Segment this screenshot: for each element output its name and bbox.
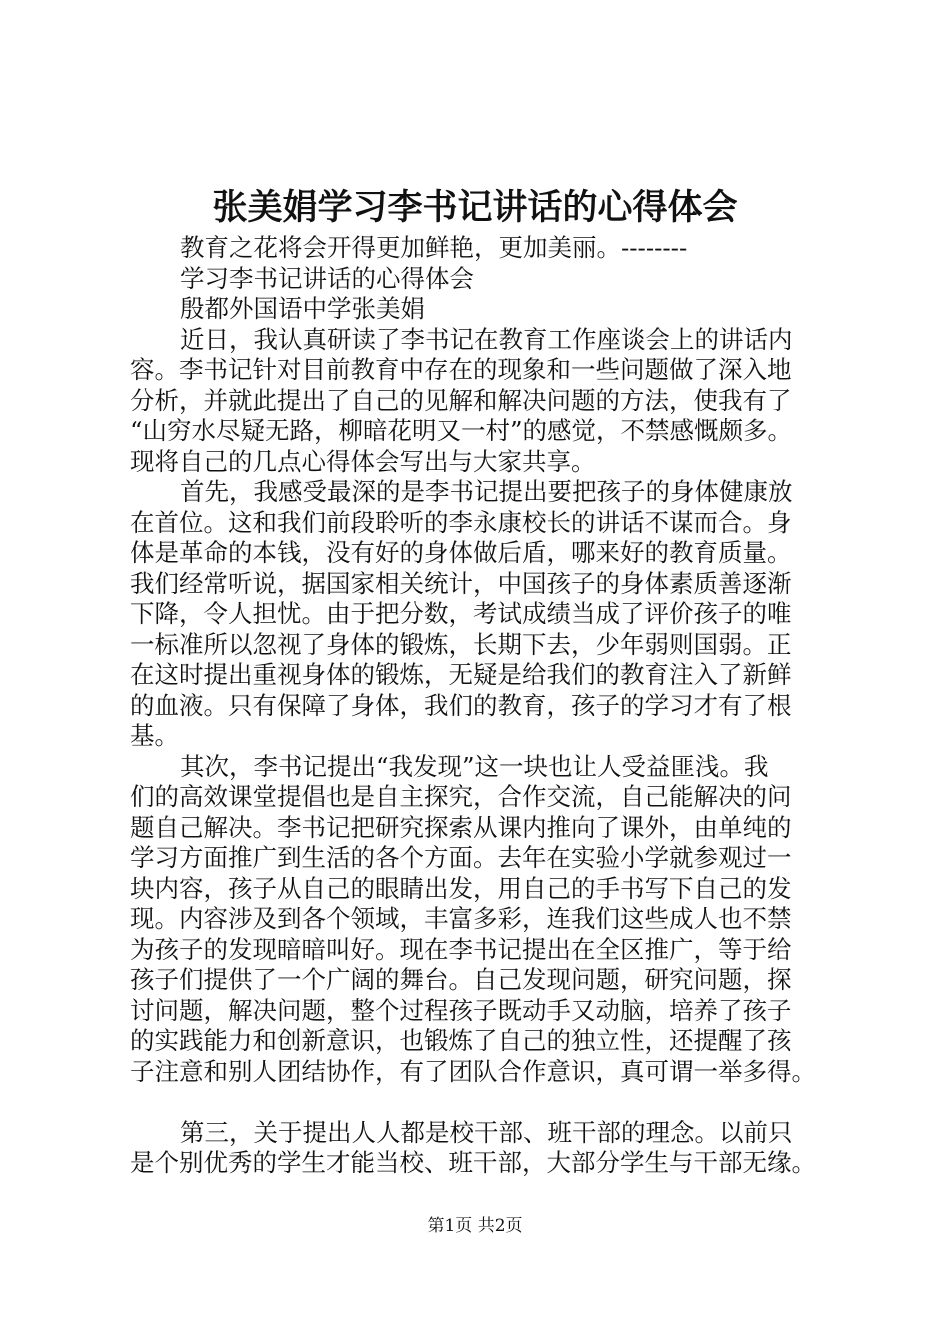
text-line: 体是革命的本钱，没有好的身体做后盾，哪来好的教育质量。 [130, 538, 792, 567]
text-line: 题自己解决。李书记把研究探索从课内推向了课外，由单纯的 [130, 812, 792, 842]
text-line: 孩子们提供了一个广阔的舞台。自己发现问题，研究问题，探 [130, 965, 792, 994]
text-line: 块内容，孩子从自己的眼睛出发，用自己的手书写下自己的发 [130, 873, 792, 903]
text-line: 近日，我认真研读了李书记在教育工作座谈会上的讲话内 [180, 324, 793, 354]
text-line: 我们经常听说，据国家相关统计，中国孩子的身体素质善逐渐 [130, 568, 792, 598]
text-line: 分析，并就此提出了自己的见解和解决问题的方法，使我有了 [130, 385, 792, 415]
document-title: 张美娟学习李书记讲话的心得体会 [212, 187, 738, 228]
text-line: 们的高效课堂提倡也是自主探究，合作交流，自己能解决的问 [130, 782, 792, 811]
text-line: 首先，我感受最深的是李书记提出要把孩子的身体健康放 [180, 477, 793, 506]
text-line: 基。 [130, 721, 179, 750]
blank-line [130, 1087, 855, 1118]
text-line: 讨问题，解决问题，整个过程孩子既动手又动脑，培养了孩子 [130, 995, 792, 1025]
text-line: 的血液。只有保障了身体，我们的教育，孩子的学习才有了根 [130, 690, 792, 720]
text-line: 是个别优秀的学生才能当校、班干部，大部分学生与干部无缘。 [130, 1148, 816, 1177]
text-line: 学习方面推广到生活的各个方面。去年在实验小学就参观过一 [130, 843, 792, 872]
text-line: 为孩子的发现暗暗叫好。现在李书记提出在全区推广，等于给 [130, 934, 792, 964]
text-line: 子注意和别人团结协作，有了团队合作意识，真可谓一举多得。 [130, 1056, 816, 1086]
text-line: 学习李书记讲话的心得体会 [180, 263, 474, 293]
text-line: 现将自己的几点心得体会写出与大家共享。 [130, 446, 596, 476]
text-line: 第三，关于提出人人都是校干部、班干部的理念。以前只 [180, 1117, 793, 1147]
text-line: 的实践能力和创新意识，也锻炼了自己的独立性，还提醒了孩 [130, 1026, 792, 1055]
document-body [130, 233, 855, 1179]
text-line: 殷都外国语中学张美娟 [180, 294, 425, 323]
text-line: “山穷水尽疑无路，柳暗花明又一村”的感觉，不禁感慨颇多。 [130, 416, 793, 445]
text-line: 其次，李书记提出“我发现”这一块也让人受益匪浅。我 [180, 751, 769, 781]
text-line: 教育之花将会开得更加鲜艳，更加美丽。-------- [180, 233, 688, 262]
text-line: 下降，令人担忧。由于把分数，考试成绩当成了评价孩子的唯 [130, 599, 792, 628]
text-line: 在首位。这和我们前段聆听的李永康校长的讲话不谋而合。身 [130, 507, 792, 537]
text-line: 容。李书记针对目前教育中存在的现象和一些问题做了深入地 [130, 355, 792, 384]
text-line: 一标准所以忽视了身体的锻炼，长期下去，少年弱则国弱。正 [130, 629, 792, 659]
text-line: 在这时提出重视身体的锻炼，无疑是给我们的教育注入了新鲜 [130, 660, 792, 689]
text-line: 现。内容涉及到各个领域，丰富多彩，连我们这些成人也不禁 [130, 904, 792, 933]
page-footer: 第1页 共2页 [427, 1216, 523, 1236]
